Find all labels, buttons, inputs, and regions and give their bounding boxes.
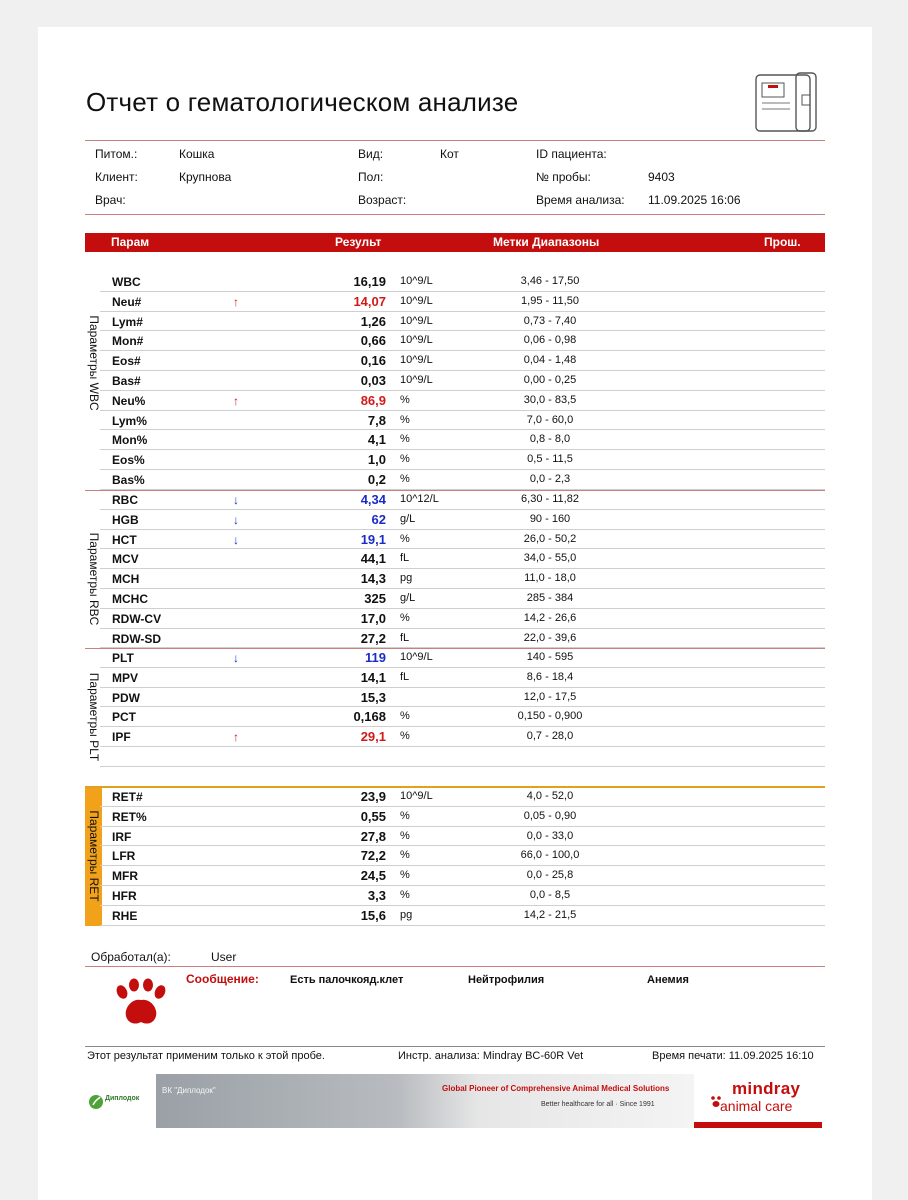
result-value: 0,03 [360, 373, 386, 388]
reference-range: 1,95 - 11,50 [521, 294, 579, 307]
param-name: IPF [112, 730, 131, 745]
reference-range: 3,46 - 17,50 [520, 275, 580, 287]
result-value: 16,19 [353, 274, 386, 289]
unit: % [400, 829, 410, 842]
flag-arrow: ↑ [233, 393, 239, 408]
table-row [100, 846, 825, 866]
analysis-time-label: Время анализа: [536, 193, 625, 207]
analysis-time-value: 11.09.2025 16:06 [648, 193, 741, 207]
reference-range: 26,0 - 50,2 [523, 532, 577, 545]
table-row [100, 450, 825, 470]
result-value: 14,3 [360, 571, 386, 587]
param-name: MCHC [112, 592, 148, 606]
message-item-anemia: Анемия [647, 974, 689, 986]
table-row [100, 906, 825, 926]
client-label: Клиент: [95, 170, 138, 184]
flag-arrow: ↓ [233, 512, 239, 527]
result-value: 62 [371, 511, 386, 527]
reference-range: 66,0 - 100,0 [520, 849, 580, 862]
age-label: Возраст: [358, 193, 407, 207]
unit: 10^9/L [400, 651, 433, 663]
species-value: Кот [440, 147, 459, 161]
unit: % [400, 710, 410, 723]
doctor-label: Врач: [95, 193, 126, 207]
result-value: 1,26 [360, 313, 386, 329]
result-value: 1,0 [367, 452, 386, 468]
table-row [100, 292, 825, 312]
result-value: 44,1 [360, 551, 386, 567]
unit: % [400, 889, 410, 901]
result-value: 7,8 [367, 412, 386, 428]
result-value: 29,1 [360, 729, 386, 745]
param-name: Mon# [112, 334, 144, 349]
footer-tagline: Better healthcare for all · Since 1991 [541, 1101, 655, 1108]
group-label-rbc: Параметры RBC [87, 532, 101, 626]
title-divider [85, 140, 825, 141]
reference-range: 6,30 - 11,82 [521, 493, 579, 505]
result-value: 3,3 [367, 888, 386, 903]
results-table-header [85, 233, 825, 252]
param-name: Lym# [112, 314, 143, 329]
unit: fL [400, 670, 410, 683]
report-page [38, 27, 872, 1200]
flag-arrow: ↓ [233, 651, 239, 665]
result-value: 4,34 [360, 492, 386, 507]
report-title: Отчет о гематологическом анализе [86, 87, 519, 117]
unit: % [400, 809, 410, 822]
param-name: MPV [112, 670, 139, 685]
param-name: RET# [112, 790, 143, 804]
result-value: 23,9 [360, 789, 386, 804]
unit: 10^9/L [400, 275, 433, 287]
sample-no-value: 9403 [648, 170, 675, 184]
header-range: Метки Диапазоны [493, 235, 600, 249]
unit: % [400, 433, 410, 446]
result-value: 0,16 [360, 353, 386, 369]
clinic-logo-text: Диплодок [105, 1095, 140, 1102]
mindray-logo [710, 1079, 822, 1119]
result-value: 15,6 [360, 907, 386, 923]
param-name: Neu# [112, 294, 142, 309]
result-value: 14,07 [353, 293, 386, 309]
reference-range: 34,0 - 55,0 [523, 552, 577, 565]
instrument: Инстр. анализа: Mindray BC-60R Vet [398, 1050, 584, 1062]
unit: % [400, 393, 410, 406]
reference-range: 0,0 - 33,0 [526, 829, 574, 842]
unit: % [400, 869, 410, 882]
reference-range: 14,2 - 21,5 [523, 908, 577, 921]
reference-range: 0,0 - 8,5 [529, 889, 571, 901]
unit: 10^9/L [400, 294, 433, 307]
result-value: 86,9 [360, 392, 386, 408]
paw-icon [112, 978, 170, 1030]
disclaimer: Этот результат применим только к этой пробе. [87, 1050, 325, 1062]
reference-range: 7,0 - 60,0 [526, 413, 574, 426]
unit: g/L [400, 592, 416, 604]
param-name: RDW-SD [112, 631, 162, 646]
reference-range: 11,0 - 18,0 [524, 572, 576, 585]
table-row [100, 886, 825, 906]
param-name: RBC [112, 493, 138, 507]
table-row [100, 331, 825, 351]
table-row [100, 609, 825, 629]
result-value: 17,0 [360, 610, 386, 626]
mindray-brand-sub: animal care [720, 1098, 793, 1114]
table-row [100, 470, 825, 490]
table-row [100, 351, 825, 371]
param-name: Mon% [112, 433, 148, 448]
clinic-leaf-icon [88, 1093, 104, 1111]
result-value: 0,66 [360, 333, 386, 349]
unit: % [400, 473, 410, 485]
unit: % [400, 532, 410, 545]
reference-range: 0,04 - 1,48 [523, 354, 577, 367]
param-name: LFR [112, 849, 136, 864]
reference-range: 0,0 - 2,3 [529, 473, 571, 485]
footer-red-strip [694, 1122, 822, 1128]
param-name: RDW-CV [112, 611, 162, 626]
unit: fL [400, 552, 410, 565]
unit: pg [400, 908, 413, 921]
param-name: IRF [112, 829, 132, 844]
flag-arrow: ↓ [233, 532, 239, 547]
param-name: MFR [112, 869, 138, 884]
unit: g/L [400, 512, 416, 525]
flag-arrow: ↑ [233, 294, 239, 309]
clinic-name: ВК "Диплодок" [162, 1086, 216, 1095]
reference-range: 0,150 - 0,900 [517, 710, 583, 723]
flag-arrow: ↓ [233, 493, 239, 507]
result-value: 15,3 [360, 689, 386, 705]
result-value: 119 [365, 650, 386, 665]
result-value: 19,1 [360, 531, 386, 547]
processed-divider [85, 966, 825, 967]
param-name: HFR [112, 889, 137, 903]
result-value: 24,5 [360, 868, 386, 884]
table-row [100, 866, 825, 886]
table-row [100, 787, 825, 807]
param-name: Bas# [112, 374, 141, 388]
reference-range: 8,6 - 18,4 [526, 670, 574, 683]
param-name: PCT [112, 710, 136, 725]
reference-range: 14,2 - 26,6 [523, 611, 577, 624]
reference-range: 0,0 - 25,8 [526, 869, 574, 882]
client-value: Крупнова [179, 170, 232, 184]
unit: 10^9/L [400, 790, 433, 802]
param-name: PLT [112, 651, 134, 665]
analyzer-device-icon [750, 69, 822, 135]
group-label-plt: Параметры PLT [87, 672, 101, 762]
param-name: RET% [112, 809, 147, 824]
reference-range: 0,06 - 0,98 [523, 334, 577, 347]
result-value: 27,8 [360, 828, 386, 844]
table-row [100, 827, 825, 847]
result-value: 0,168 [353, 709, 386, 725]
unit: % [400, 611, 410, 624]
group-label-wbc: Параметры WBC [87, 315, 101, 411]
table-row [100, 490, 825, 510]
param-name: PDW [112, 690, 140, 705]
processed-label: Обработал(а): [91, 950, 171, 964]
table-row [100, 807, 825, 827]
reference-range: 22,0 - 39,6 [523, 631, 577, 644]
unit: % [400, 413, 410, 426]
param-name: MCV [112, 552, 139, 567]
message-item-neutrophilia: Нейтрофилия [468, 974, 545, 986]
table-row [100, 688, 825, 708]
reference-range: 90 - 160 [529, 512, 571, 525]
result-value: 0,2 [367, 472, 386, 487]
unit: pg [400, 572, 413, 585]
pet-label: Питом.: [95, 147, 138, 161]
species-label: Вид: [358, 147, 384, 161]
result-value: 4,1 [367, 432, 386, 448]
result-value: 27,2 [360, 630, 386, 646]
clinic-logo [88, 1091, 148, 1113]
table-row [100, 272, 825, 292]
reference-range: 0,8 - 8,0 [529, 433, 571, 446]
reference-range: 4,0 - 52,0 [526, 790, 574, 802]
unit: 10^9/L [400, 354, 433, 367]
table-row [100, 668, 825, 688]
unit: 10^9/L [400, 334, 433, 347]
unit: 10^12/L [400, 493, 439, 505]
table-row [100, 371, 825, 391]
message-item-bands: Есть палочкояд.клет [290, 974, 404, 986]
unit: fL [400, 631, 410, 644]
reference-range: 0,00 - 0,25 [523, 374, 577, 386]
flag-arrow: ↑ [233, 730, 239, 745]
table-row [100, 569, 825, 589]
param-name: HCT [112, 532, 137, 547]
param-name: Eos% [112, 453, 145, 468]
processed-value: User [211, 950, 237, 964]
reference-range: 0,5 - 11,5 [527, 453, 573, 466]
param-name: RHE [112, 908, 138, 923]
print-time: Время печати: 11.09.2025 16:10 [652, 1050, 814, 1062]
table-row [100, 312, 825, 332]
table-row [100, 747, 825, 767]
param-name: Neu% [112, 393, 146, 408]
group-label-ret: Параметры RET [87, 810, 101, 902]
reference-range: 140 - 595 [526, 651, 574, 663]
table-row [100, 589, 825, 609]
param-name: Lym% [112, 413, 147, 428]
reference-range: 0,05 - 0,90 [523, 809, 577, 822]
header-prev: Прош. [764, 235, 801, 249]
table-row [100, 707, 825, 727]
table-row [100, 727, 825, 747]
param-name: MCH [112, 572, 140, 587]
header-result: Результ [335, 235, 382, 249]
table-row [100, 530, 825, 550]
reference-range: 0,7 - 28,0 [526, 730, 574, 743]
sample-no-label: № пробы: [536, 170, 591, 184]
table-row [100, 430, 825, 450]
patient-id-label: ID пациента: [536, 147, 607, 161]
result-value: 14,1 [360, 669, 386, 685]
table-row [100, 549, 825, 569]
param-name: WBC [112, 275, 141, 289]
mindray-brand: mindray [732, 1079, 801, 1098]
reference-range: 12,0 - 17,5 [523, 690, 577, 703]
header-param: Парам [111, 235, 150, 249]
reference-range: 285 - 384 [526, 592, 574, 604]
unit: 10^9/L [400, 314, 433, 327]
footnote-divider [85, 1046, 825, 1047]
pet-value: Кошка [179, 147, 215, 161]
param-name: HGB [112, 512, 139, 527]
sex-label: Пол: [358, 170, 384, 184]
table-row [100, 629, 825, 649]
table-row [100, 648, 825, 668]
result-value: 325 [364, 591, 386, 606]
param-name: Bas% [112, 473, 145, 487]
message-label: Сообщение: [186, 972, 259, 986]
param-name: Eos# [112, 354, 141, 369]
table-row [100, 510, 825, 530]
unit: % [400, 730, 410, 743]
table-row [100, 391, 825, 411]
table-row [100, 411, 825, 431]
unit: % [400, 453, 410, 466]
result-value: 72,2 [360, 848, 386, 864]
unit: 10^9/L [400, 374, 433, 386]
info-divider [85, 214, 825, 215]
reference-range: 30,0 - 83,5 [523, 393, 577, 406]
unit: % [400, 849, 410, 862]
reference-range: 0,73 - 7,40 [523, 314, 577, 327]
result-value: 0,55 [360, 808, 386, 824]
footer-slogan: Global Pioneer of Comprehensive Animal Medical Solutions [442, 1084, 670, 1093]
